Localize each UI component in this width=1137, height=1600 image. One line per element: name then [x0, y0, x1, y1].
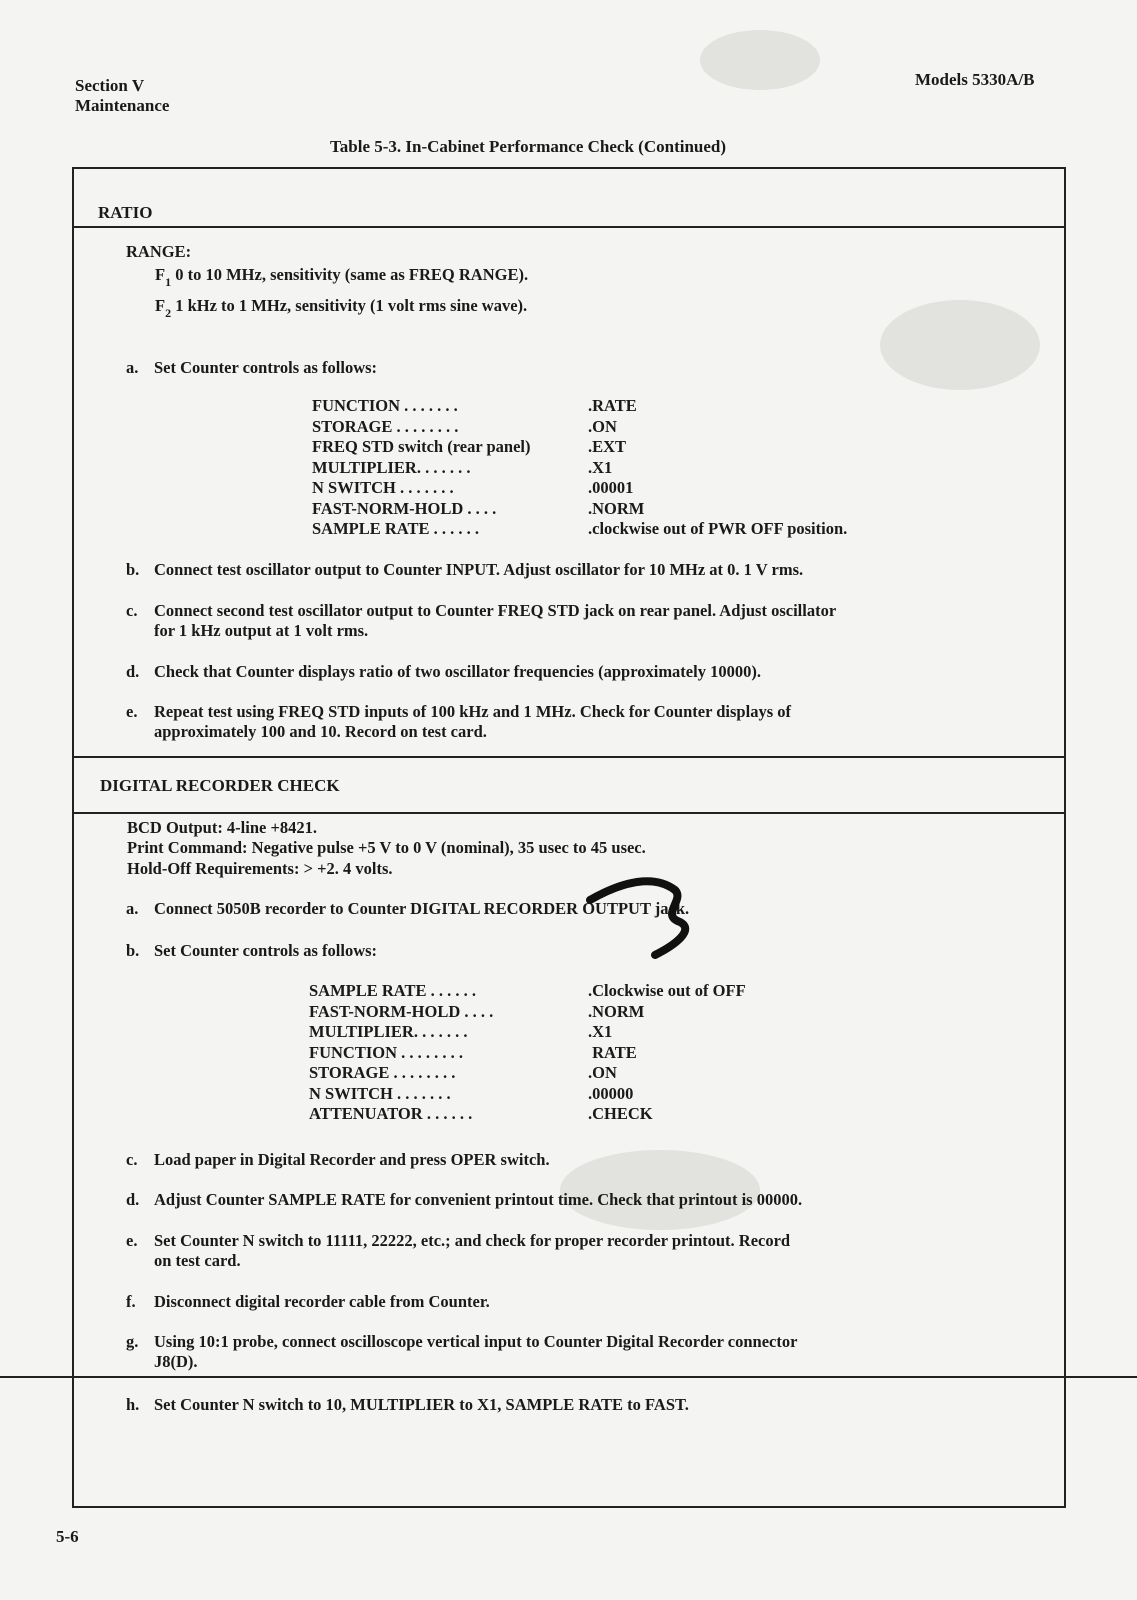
range-label: RANGE: — [126, 242, 192, 261]
control-value: .NORM — [588, 498, 645, 518]
section-label: Section V — [75, 76, 145, 95]
control-row — [309, 1043, 746, 1064]
step-text: Load paper in Digital Recorder and press OPER switch. — [154, 1150, 550, 1169]
recorder-step-f — [126, 1292, 490, 1312]
handwritten-mark-icon — [585, 860, 715, 960]
chapter-label: Maintenance — [75, 96, 170, 115]
control-row — [309, 1084, 746, 1105]
control-row — [312, 499, 847, 520]
control-value: .clockwise out of PWR OFF position. — [588, 519, 848, 538]
step-text: Connect second test oscillator output to Counter FREQ STD jack on rear panel. Adjust oscillator — [154, 601, 837, 620]
step-letter: e. — [126, 1231, 138, 1250]
step-text-cont: J8(D). — [154, 1352, 198, 1371]
control-value: .Clockwise out of OFF — [588, 981, 746, 1000]
divider — [72, 812, 1066, 814]
step-letter: a. — [126, 899, 139, 918]
step-letter: c. — [126, 1150, 138, 1169]
control-value: .X1 — [588, 1022, 613, 1041]
step-text-cont: approximately 100 and 10. Record on test card. — [154, 722, 487, 741]
ratio-step-d — [126, 662, 761, 682]
control-name: STORAGE . . . . . . . . — [309, 1063, 456, 1082]
table-caption: Table 5-3. In-Cabinet Performance Check (Continued) — [330, 137, 727, 156]
divider — [72, 756, 1066, 758]
ratio-step-a — [126, 358, 377, 378]
step-text: Check that Counter displays ratio of two oscillator frequencies (approximately 10000). — [154, 662, 761, 681]
divider — [72, 226, 1066, 228]
control-row — [312, 458, 847, 479]
step-letter: b. — [126, 941, 140, 960]
control-name: SAMPLE RATE . . . . . . — [309, 981, 476, 1000]
recorder-step-d — [126, 1190, 802, 1210]
control-value: .ON — [588, 1063, 617, 1082]
control-value: .ON — [588, 416, 617, 436]
control-name: MULTIPLIER. . . . . . . — [312, 457, 471, 477]
f2-text: 1 kHz to 1 MHz, sensitivity (1 volt rms sine wave). — [175, 296, 528, 315]
step-letter: a. — [126, 358, 139, 377]
scan-fold-line — [0, 1376, 1137, 1378]
step-text-cont: on test card. — [154, 1251, 241, 1270]
step-text: Set Counter controls as follows: — [154, 941, 378, 960]
f1-symbol: F — [155, 265, 166, 284]
f2-symbol: F — [155, 296, 166, 315]
control-name: FAST-NORM-HOLD . . . . — [312, 498, 497, 518]
step-letter: b. — [126, 560, 140, 579]
control-row — [312, 478, 847, 499]
control-row — [309, 1063, 746, 1084]
step-text: Disconnect digital recorder cable from Counter. — [154, 1292, 490, 1311]
control-row — [312, 396, 847, 417]
f1-text: 0 to 10 MHz, sensitivity (same as FREQ RANGE). — [175, 265, 529, 284]
step-text: Set Counter N switch to 10, MULTIPLIER to X1, SAMPLE RATE to FAST. — [154, 1395, 689, 1414]
f2-subscript: 2 — [165, 306, 172, 320]
control-name: MULTIPLIER. . . . . . . — [309, 1022, 468, 1041]
control-row — [312, 519, 847, 540]
f1-subscript: 1 — [165, 275, 172, 289]
step-text-cont: for 1 kHz output at 1 volt rms. — [154, 621, 369, 640]
spec-print-command: Print Command: Negative pulse +5 V to 0 V (nominal), 35 usec to 45 usec. — [127, 838, 646, 857]
control-value: .X1 — [588, 457, 613, 477]
control-value: RATE — [588, 1042, 637, 1062]
control-value: .EXT — [588, 437, 627, 456]
recorder-controls-list — [309, 981, 746, 1125]
step-letter: h. — [126, 1395, 140, 1414]
step-letter: d. — [126, 1190, 140, 1209]
control-value: .00001 — [588, 478, 634, 497]
recorder-step-h — [126, 1395, 689, 1415]
recorder-step-b — [126, 941, 377, 961]
control-row — [309, 1022, 746, 1043]
spec-hold-off: Hold-Off Requirements: > +2. 4 volts. — [127, 859, 393, 878]
recorder-step-c — [126, 1150, 550, 1170]
control-row — [309, 1104, 746, 1125]
control-value: .00000 — [588, 1083, 634, 1103]
ratio-controls-list — [312, 396, 847, 540]
step-text: Set Counter controls as follows: — [154, 358, 378, 377]
control-name: SAMPLE RATE . . . . . . — [312, 519, 479, 538]
models-label: Models 5330A/B — [915, 70, 1035, 89]
control-name: ATTENUATOR . . . . . . — [309, 1104, 473, 1123]
step-letter: e. — [126, 702, 138, 721]
page-number: 5-6 — [56, 1527, 79, 1546]
control-row — [312, 417, 847, 438]
step-text: Repeat test using FREQ STD inputs of 100 kHz and 1 MHz. Check for Counter displays of — [154, 702, 791, 721]
step-letter: d. — [126, 662, 140, 681]
f1-range — [155, 265, 529, 289]
ratio-heading: RATIO — [98, 203, 153, 222]
step-text: Connect test oscillator output to Counter INPUT. Adjust oscillator for 10 MHz at 0. 1 V rms. — [154, 560, 804, 579]
control-value: .CHECK — [588, 1104, 653, 1123]
control-name: FAST-NORM-HOLD . . . . — [309, 1001, 494, 1021]
step-letter: f. — [126, 1292, 136, 1311]
step-letter: g. — [126, 1332, 139, 1351]
control-name: N SWITCH . . . . . . . — [309, 1083, 451, 1103]
step-letter: c. — [126, 601, 138, 620]
control-name: FUNCTION . . . . . . . — [312, 396, 458, 415]
f2-range — [155, 296, 528, 320]
control-row — [309, 981, 746, 1002]
step-text: Connect 5050B recorder to Counter DIGITAL RECORDER OUTPUT jack. — [154, 899, 690, 918]
ratio-step-c — [126, 601, 836, 641]
ratio-step-e — [126, 702, 791, 742]
control-name: STORAGE . . . . . . . . — [312, 416, 459, 436]
control-row — [309, 1002, 746, 1023]
ratio-step-b — [126, 560, 803, 580]
control-name: N SWITCH . . . . . . . — [312, 478, 454, 497]
spec-bcd-output: BCD Output: 4-line +8421. — [127, 818, 317, 837]
control-value: .RATE — [588, 396, 637, 415]
control-row — [312, 437, 847, 458]
recorder-step-e — [126, 1231, 790, 1271]
recorder-heading: DIGITAL RECORDER CHECK — [100, 776, 340, 795]
control-name: FREQ STD switch (rear panel) — [312, 437, 531, 456]
control-value: .NORM — [588, 1001, 645, 1021]
recorder-step-g — [126, 1332, 797, 1372]
step-text: Set Counter N switch to 11111, 22222, etc.; and check for proper recorder printout. Record — [154, 1231, 791, 1250]
step-text: Using 10:1 probe, connect oscilloscope vertical input to Counter Digital Recorder connector — [154, 1332, 798, 1351]
step-text: Adjust Counter SAMPLE RATE for convenient printout time. Check that printout is 00000. — [154, 1190, 803, 1209]
scan-stain — [700, 30, 820, 90]
control-name: FUNCTION . . . . . . . . — [309, 1042, 464, 1062]
